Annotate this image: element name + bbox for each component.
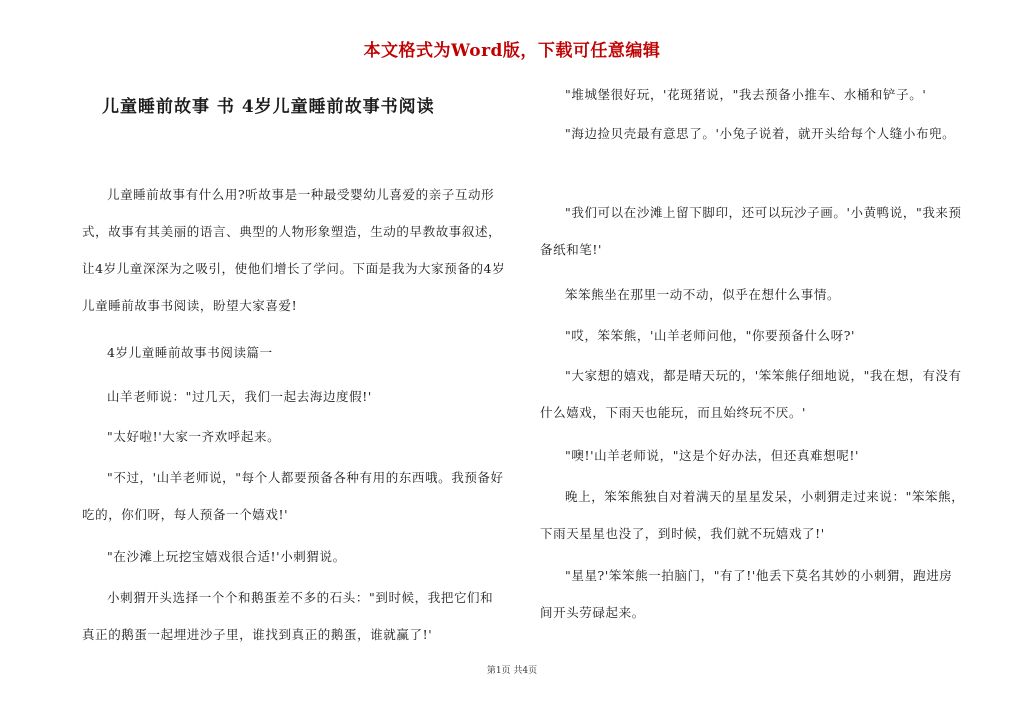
document-title: 儿童睡前故事 书 4岁儿童睡前故事书阅读 — [102, 97, 435, 117]
paragraph: 小刺猬开头选择一个个和鹅蛋差不多的石头："到时候，我把它们和真正的鹅蛋一起埋进沙子里，谁找到真正的鹅蛋，谁就赢了!' — [82, 590, 494, 642]
paragraph: 晚上，笨笨熊独自对着满天的星星发呆，小刺猬走过来说："笨笨熊，下雨天星星也没了，到时候，我们就不玩嬉戏了!' — [540, 489, 965, 541]
paragraph: "太好啦!'大家一齐欢呼起来。 — [107, 429, 281, 444]
paragraph: "哎，笨笨熊，'山羊老师问他，"你要预备什么呀?' — [565, 328, 856, 343]
paragraph: 笨笨熊坐在那里一动不动，似乎在想什么事情。 — [565, 287, 841, 302]
paragraph: 儿童睡前故事有什么用?听故事是一种最受婴幼儿喜爱的亲子互动形式，故事有其美丽的语言、典型的人物形象塑造，生动的早教故事叙述，让4岁儿童深深为之吸引，使他们增长了学问。下面是我为大家预备的4岁儿童睡前故事书阅读，盼望大家喜爱! — [82, 187, 506, 313]
paragraph: 山羊老师说："过几天，我们一起去海边度假!' — [107, 389, 372, 404]
paragraph: "在沙滩上玩挖宝嬉戏很合适!'小刺猬说。 — [107, 549, 346, 564]
paragraph: "堆城堡很好玩，'花斑猪说，"我去预备小推车、水桶和铲子。' — [565, 87, 927, 102]
section-heading: 4岁儿童睡前故事书阅读篇一 — [107, 345, 273, 360]
paragraph: "大家想的嬉戏，都是晴天玩的，'笨笨熊仔细地说，"我在想，有没有什么嬉戏，下雨天也能玩，而且始终玩不厌。' — [540, 368, 962, 420]
paragraph: "海边捡贝壳最有意思了。'小兔子说着，就开头给每个人缝小布兜。 — [565, 126, 956, 141]
paragraph: "不过，'山羊老师说，"每个人都要预备各种有用的东西哦。我预备好吃的，你们呀，每人预备一个嬉戏!' — [82, 470, 504, 522]
paragraph: "噢!'山羊老师说，"这是个好办法，但还真难想呢!' — [565, 448, 860, 463]
page-number: 第1页 共4页 — [486, 666, 538, 676]
paragraph: "星星?'笨笨熊一拍脑门，"有了!'他丢下莫名其妙的小刺猬，跑进房间开头劳碌起来。 — [540, 568, 953, 620]
paragraph: "我们可以在沙滩上留下脚印，还可以玩沙子画。'小黄鸭说，"我来预备纸和笔!' — [540, 205, 962, 257]
download-banner: 本文格式为Word版，下载可任意编辑 — [363, 41, 661, 61]
